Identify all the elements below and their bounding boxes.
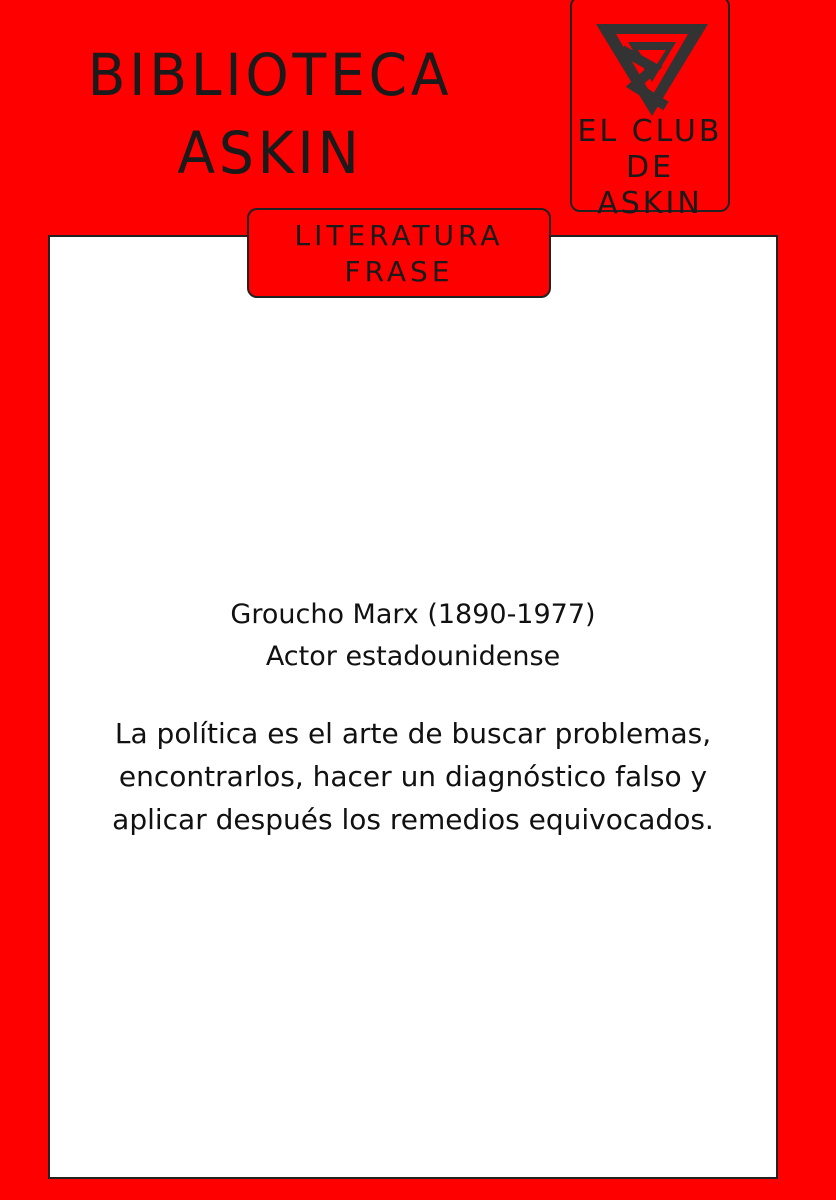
category-line-1: LITERATURA — [294, 219, 504, 252]
quote-author: Groucho Marx (1890-1977) — [230, 599, 596, 630]
club-name — [572, 114, 728, 222]
title-line-2: ASKIN — [177, 119, 363, 187]
club-line-2: DE ASKIN — [597, 150, 703, 221]
quote-line: La política es el arte de buscar problemas, — [114, 717, 712, 750]
quote-text — [48, 712, 778, 841]
author-role: Actor estadounidense — [265, 641, 561, 672]
page-title — [71, 36, 470, 192]
category-tab — [247, 208, 551, 298]
title-line-1: BIBLIOTECA — [87, 41, 453, 109]
category-line-2: FRASE — [344, 255, 454, 288]
triangle-s-logo-icon — [594, 22, 710, 118]
quote-line: encontrarlos, hacer un diagnóstico falso y — [118, 760, 708, 793]
club-badge — [570, 0, 730, 221]
quote-content — [48, 594, 778, 841]
club-line-1: EL CLUB — [577, 114, 723, 149]
quote-line: aplicar después los remedios equivocados. — [112, 803, 714, 836]
